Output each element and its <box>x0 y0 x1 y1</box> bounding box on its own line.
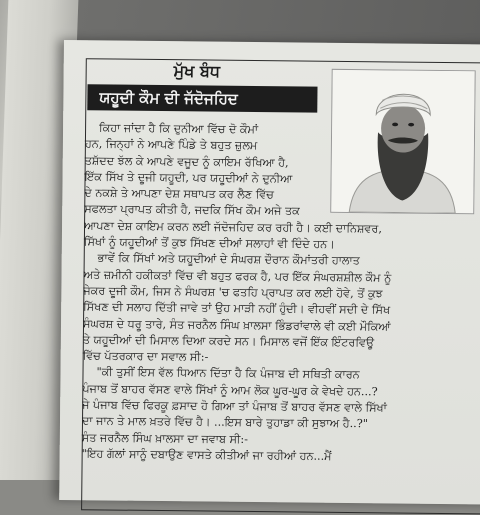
article-title: ਯਹੂਦੀ ਕੌਮ ਦੀ ਜੱਦੋਜਹਿਦ <box>87 84 317 112</box>
article-body <box>82 120 480 466</box>
article-paragraph-3: ਭਾਵੇਂ ਕਿ ਸਿੱਖਾਂ ਅਤੇ ਯਹੂਦੀਆਂ ਦੇ ਸੰਘਰਸ਼ ਦੌਰਾਨ ਕੌਮਾਂਤਰੀ ਹਾਲਾਤ ਅਤੇ ਜ਼ਮੀਨੀ ਹਕੀਕਤਾਂ ਵਿੱਚ ਵੀ ਬਹੁਤ ਫਰਕ ਹੈ, ਪਰ ਇੱਕ ਸੰਘਰਸ਼ਸ਼ੀਲ ਕੌਮ ਨੂੰ ਜੇਕਰ ਦੂਜੀ ਕੌਮ, ਜਿਸ ਨੇ ਸੰਘਰਸ਼ 'ਚ ਫਤਹਿ ਪ੍ਰਾਪਤ ਕਰ ਲਈ ਹੋਵੇ, ਤੋਂ ਕੁਝ ਸਿੱਖਣ ਦੀ ਸਲਾਹ ਦਿੱਤੀ ਜਾਵੇ ਤਾਂ ਉਹ ਮਾੜੀ ਨਹੀਂ ਹੁੰਦੀ। ਵੀਹਵੀਂ ਸਦੀ ਦੇ ਸਿੱਖ ਸੰਘਰਸ਼ ਦੇ ਧਰੂ ਤਾਰੇ, ਸੰਤ ਜਰਨੈਲ ਸਿੰਘ ਖ਼ਾਲਸਾ ਭਿੰਡਰਾਂਵਾਲੇ ਵੀ ਕਈ ਮੌਕਿਆਂ ਤੇ ਯਹੂਦੀਆਂ ਦੀ ਮਿਸਾਲ ਦਿਆ ਕਰਦੇ ਸਨ। ਮਿਸਾਲ ਵਜੋਂ ਇੱਕ ਇੰਟਰਵਿਊ ਵਿੱਚ ਪੱਤਰਕਾਰ ਦਾ ਸਵਾਲ ਸੀ:- <box>82 251 392 364</box>
article-paragraph-4: "ਕੀ ਤੁਸੀਂ ਇਸ ਵੱਲ ਧਿਆਨ ਦਿੱਤਾ ਹੈ ਕਿ ਪੰਜਾਬ ਦੀ ਸਥਿਤੀ ਕਾਰਨ ਪੰਜਾਬ ਤੋਂ ਬਾਹਰ ਵੱਸਣ ਵਾਲੇ ਸਿੱਖਾਂ ਨੂੰ ਆਮ ਲੋਕ ਘੂਰ-ਘੂਰ ਕੇ ਵੇਖਦੇ ਹਨ...? ਜੇ ਪੰਜਾਬ ਵਿੱਚ ਫਿਰਕੂ ਫ਼ਸਾਦ ਹੋ ਗਿਆ ਤਾਂ ਪੰਜਾਬ ਤੋਂ ਬਾਹਰ ਵੱਸਣ ਵਾਲੇ ਸਿੱਖਾਂ ਦਾ ਜਾਨ ਤੇ ਮਾਲ ਖ਼ਤਰੇ ਵਿੱਚ ਹੈ। ...ਇਸ ਬਾਰੇ ਤੁਹਾਡਾ ਕੀ ਸੁਝਾਅ ਹੈ..?" ਸੰਤ ਜਰਨੈਲ ਸਿੰਘ ਖ਼ਾਲਸਾ ਦਾ ਜਵਾਬ ਸੀ:- "ਇਹ ਗੱਲਾਂ ਸਾਨੂੰ ਦਬਾਉਣ ਵਾਸਤੇ ਕੀਤੀਆਂ ਜਾ ਰਹੀਆਂ ਹਨ...ਮੈਂ <box>81 365 387 463</box>
magazine-page <box>59 40 480 505</box>
section-label: ਮੁੱਖ ਬੰਧ <box>173 61 221 81</box>
article-paragraph-2: ਆਪਣਾ ਦੇਸ਼ ਕਾਇਮ ਕਰਨ ਲਈ ਜੱਦੋਜਹਿਦ ਕਰ ਰਹੀ ਹੈ। ਕਈ ਦਾਨਿਸ਼ਵਰ, ਸਿੱਖਾਂ ਨੂੰ ਯਹੂਦੀਆਂ ਤੋਂ ਕੁਝ ਸਿੱਖਣ ਦੀਆਂ ਸਲਾਹਾਂ ਵੀ ਦਿੰਦੇ ਹਨ। <box>83 219 383 251</box>
article-paragraph-1: ਕਿਹਾ ਜਾਂਦਾ ਹੈ ਕਿ ਦੁਨੀਆ ਵਿੱਚ ਦੋ ਕੌਮਾਂ ਹਨ, ਜਿਨ੍ਹਾਂ ਨੇ ਆਪਣੇ ਪਿੰਡੇ ਤੇ ਬਹੁਤ ਜ਼ੁਲਮ ਤਸ਼ੱਦਦ ਝੱਲ ਕੇ ਆਪਣੇ ਵਜੂਦ ਨੂੰ ਕਾਇਮ ਰੱਖਿਆ ਹੈ, ਇੱਕ ਸਿੱਖ ਤੇ ਦੂਜੀ ਯਹੂਦੀ, ਪਰ ਯਹੂਦੀਆਂ ਨੇ ਦੁਨੀਆ ਦੇ ਨਕਸ਼ੇ ਤੇ ਆਪਣਾ ਦੇਸ਼ ਸਥਾਪਤ ਕਰ ਲੈਣ ਵਿੱਚ ਸਫਲਤਾ ਪ੍ਰਾਪਤ ਕੀਤੀ ਹੈ, ਜਦਕਿ ਸਿੱਖ ਕੌਮ ਅਜੇ ਤਕ <box>84 121 300 218</box>
